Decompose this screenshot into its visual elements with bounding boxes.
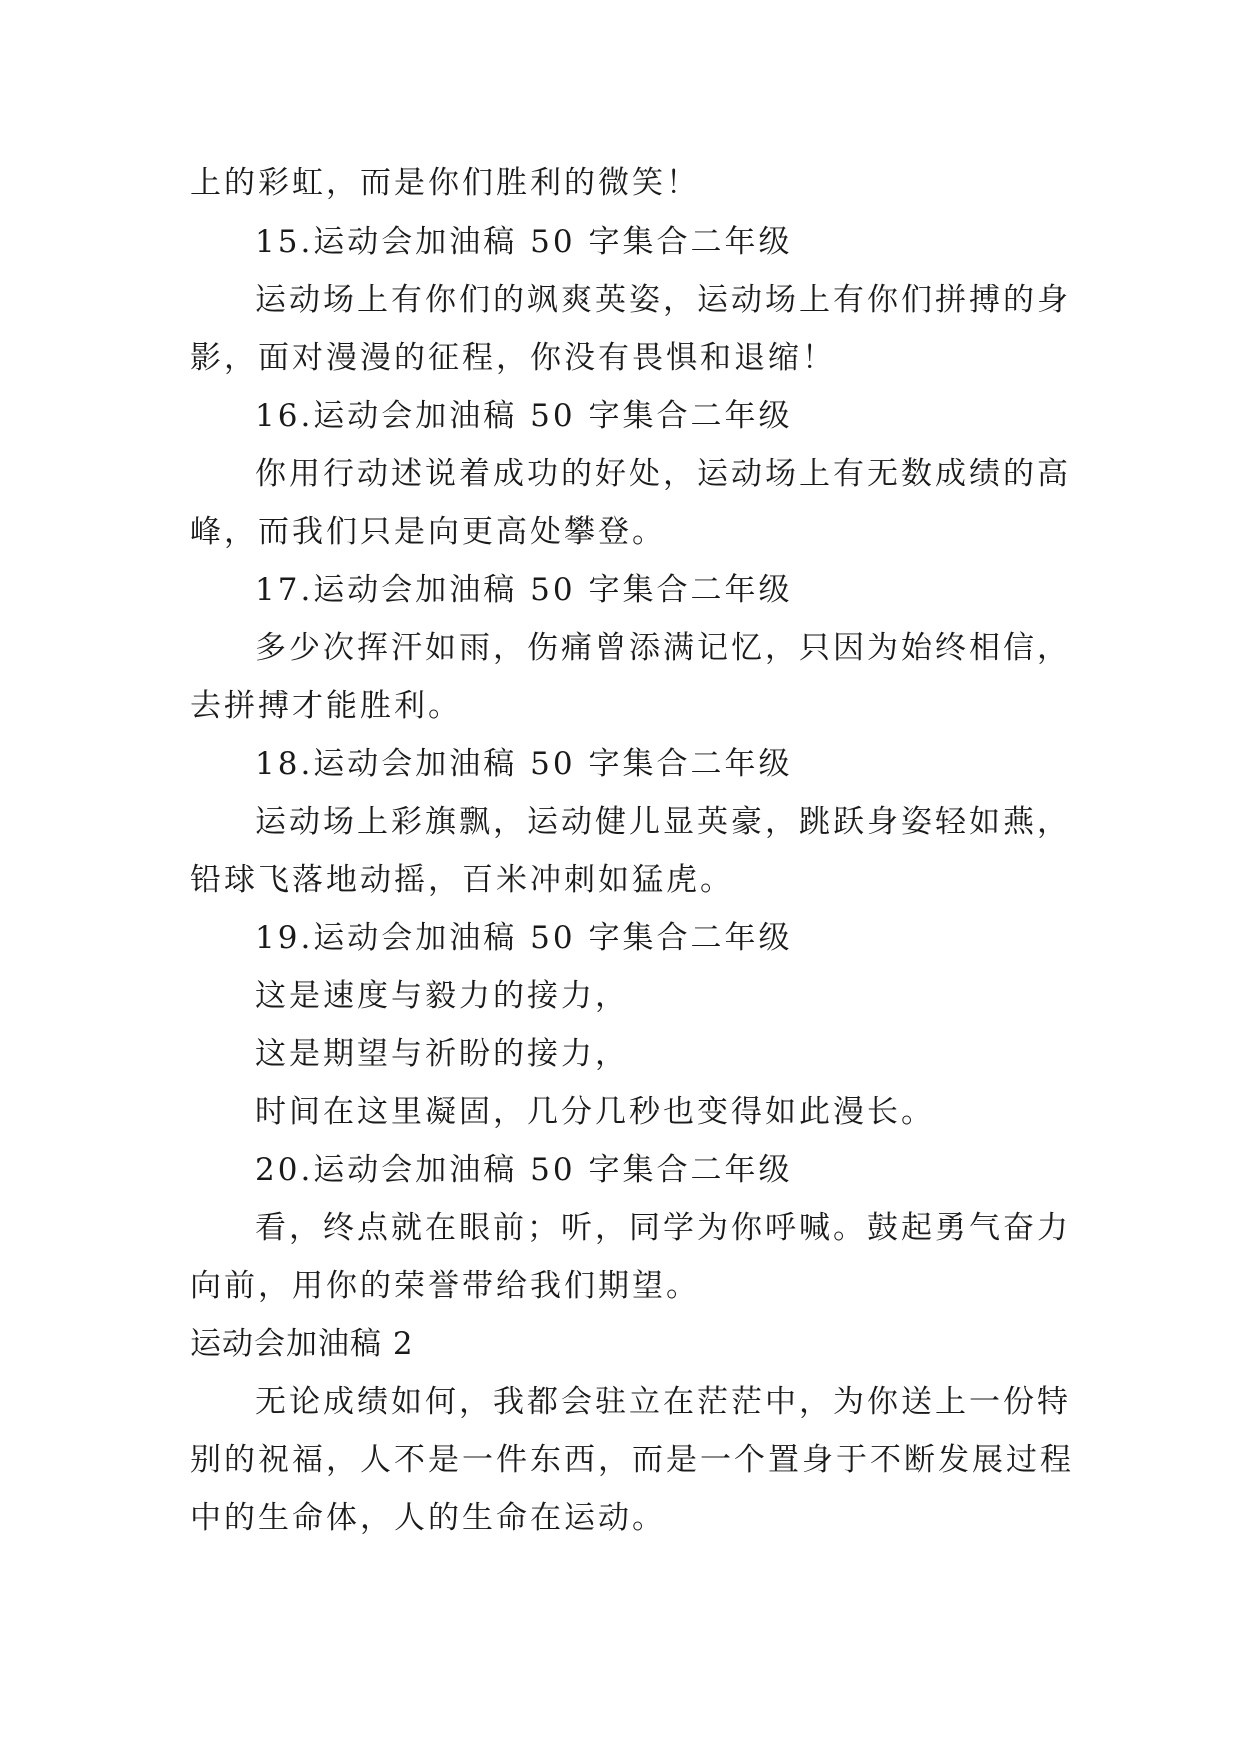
item-heading: 18.运动会加油稿 50 字集合二年级 (255, 746, 793, 782)
body-line: 峰，而我们只是向更高处攀登。 (190, 514, 666, 550)
item-heading: 20.运动会加油稿 50 字集合二年级 (255, 1152, 793, 1188)
item-heading: 19.运动会加油稿 50 字集合二年级 (255, 920, 793, 956)
item-heading: 16.运动会加油稿 50 字集合二年级 (255, 398, 793, 434)
item-heading: 17.运动会加油稿 50 字集合二年级 (255, 572, 793, 608)
body-line: 无论成绩如何，我都会驻立在茫茫中，为你送上一份特 (255, 1384, 1071, 1420)
body-line: 运动场上彩旗飘，运动健儿显英豪，跳跃身姿轻如燕， (255, 804, 1071, 840)
body-line: 看，终点就在眼前；听，同学为你呼喊。鼓起勇气奋力 (255, 1210, 1071, 1246)
item-heading: 15.运动会加油稿 50 字集合二年级 (255, 224, 793, 260)
body-line: 中的生命体，人的生命在运动。 (190, 1500, 666, 1536)
body-line: 铅球飞落地动摇，百米冲刺如猛虎。 (190, 862, 734, 898)
body-line: 你用行动述说着成功的好处，运动场上有无数成绩的高 (255, 456, 1071, 492)
body-line: 向前，用你的荣誉带给我们期望。 (190, 1268, 700, 1304)
body-line: 去拼搏才能胜利。 (190, 688, 462, 724)
body-line: 上的彩虹，而是你们胜利的微笑！ (190, 165, 700, 201)
body-line: 多少次挥汗如雨，伤痛曾添满记忆，只因为始终相信， (255, 630, 1071, 666)
body-line: 时间在这里凝固，几分几秒也变得如此漫长。 (255, 1094, 935, 1130)
body-line: 别的祝福，人不是一件东西，而是一个置身于不断发展过程 (190, 1442, 1074, 1478)
section-title: 运动会加油稿 2 (190, 1326, 414, 1362)
body-line: 运动场上有你们的飒爽英姿，运动场上有你们拼搏的身 (255, 282, 1071, 318)
body-line: 这是期望与祈盼的接力， (255, 1036, 629, 1072)
body-line: 这是速度与毅力的接力， (255, 978, 629, 1014)
body-line: 影，面对漫漫的征程，你没有畏惧和退缩！ (190, 340, 836, 376)
